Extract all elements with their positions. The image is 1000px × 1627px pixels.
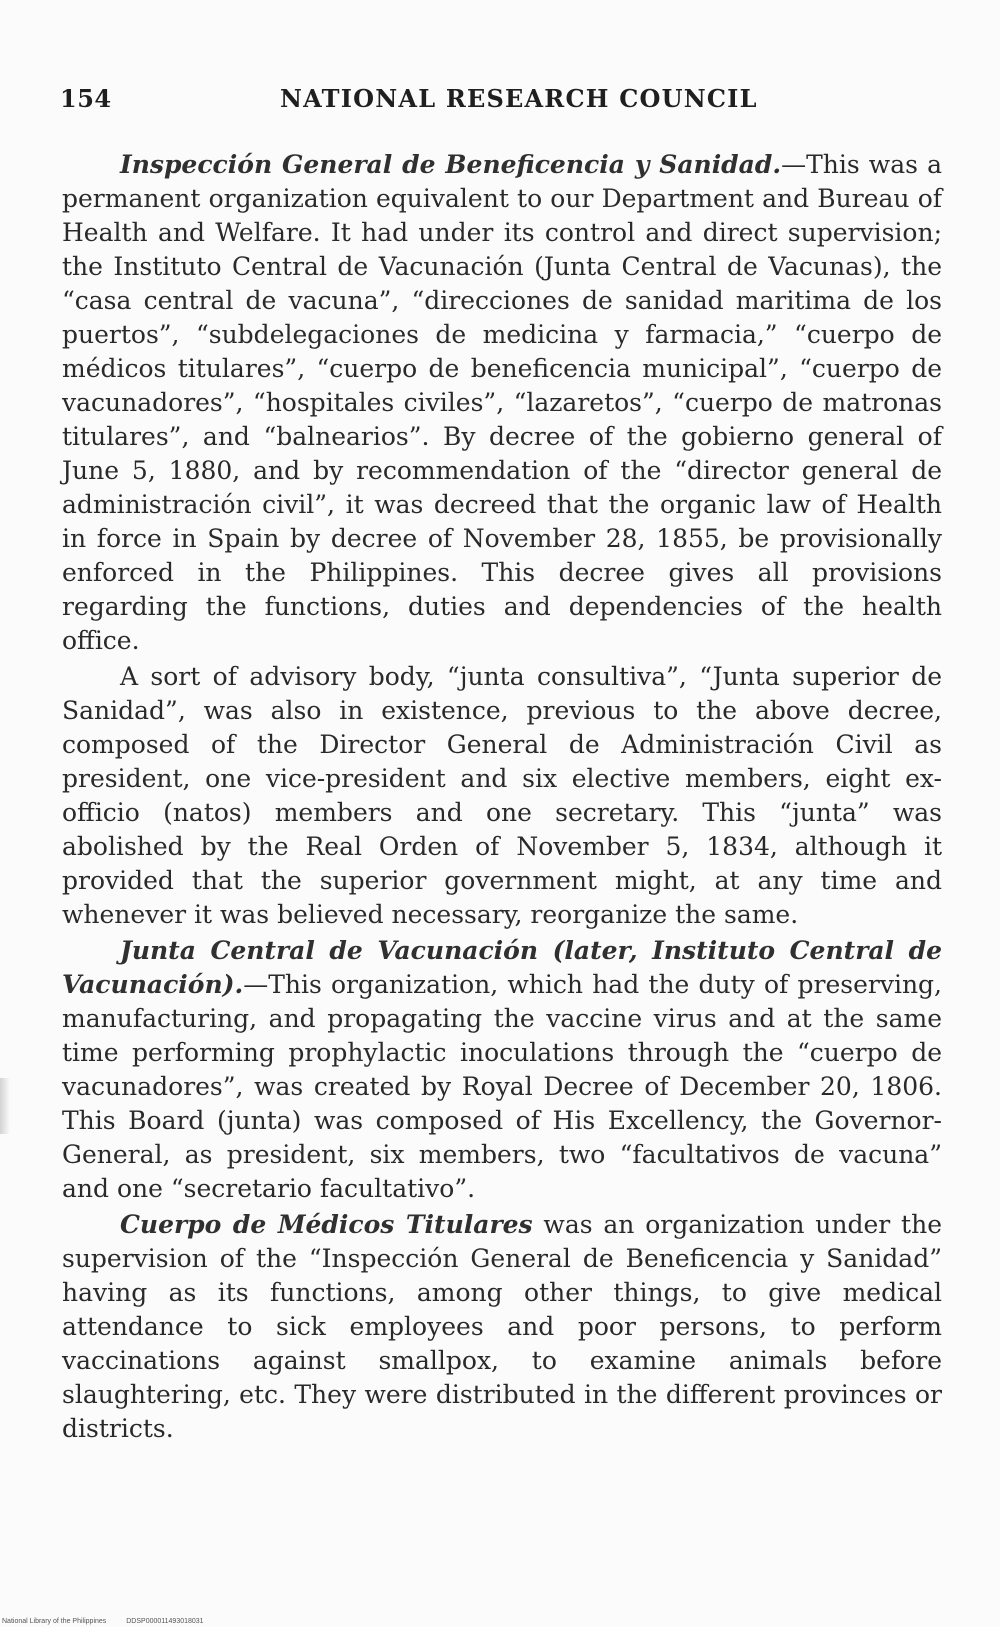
footer-source: National Library of the Philippines [2, 1618, 107, 1625]
footer-identifier: DDSP000011493018031 [126, 1618, 204, 1625]
paragraph-text: A sort of advisory body, “junta consultiva”, “Junta superior de Sanidad”, was also in existence, previous to the above decree, composed of the Director General de Administración Civil as president, one vice-president and six elective members, eight ex-officio (natos) members and one secretary. This “junta” was abolished by the Real Orden of November 5, 1834, although it provided that the superior government might, at any time and whenever it was believed necessary, reorganize the same. [62, 662, 942, 929]
paragraph-junta-central-vacunacion [62, 934, 942, 1206]
paragraph-heading: Junta Central de Vacunación (later, Instituto Central de Vacunación). [62, 936, 942, 999]
running-title: NATIONAL RESEARCH COUNCIL [280, 84, 758, 113]
page-number: 154 [60, 84, 112, 113]
paragraph-cuerpo-medicos-titulares [62, 1208, 942, 1446]
paragraph-text: —This was a permanent organization equivalent to our Department and Bureau of Health and Welfare. It had under its control and direct supervision; the Instituto Central de Vacunación (Junta Central de Vacunas), the “casa central de vacuna”, “direcciones de sanidad maritima de los puertos”, “subdelegaciones de medicina y farmacia,” “cuerpo de médicos titulares”, “cuerpo de beneficencia municipal”, “cuerpo de vacunadores”, “hospitales civiles”, “lazaretos”, “cuerpo de matronas titulares”, and “balnearios”. By decree of the gobierno general of June 5, 1880, and by recommendation of the “director general de administración civil”, it was decreed that the organic law of Health in force in Spain by decree of November 28, 1855, be provisionally enforced in the Philippines. This decree gives all provisions regarding the functions, duties and dependencies of the health office. [62, 150, 942, 655]
paragraph-junta-consultiva [62, 660, 942, 932]
paragraph-heading: Cuerpo de Médicos Titulares [120, 1210, 533, 1239]
scan-footer [2, 1618, 222, 1625]
paragraph-text: was an organization under the supervision of the “Inspección General de Beneficencia y Sanidad” having as its functions, among other things, to give medical attendance to sick employees and poor persons, to perform vaccinations against smallpox, to examine animals before slaughtering, etc. They were distributed in the different provinces or districts. [62, 1210, 942, 1443]
paragraph-text: —This organization, which had the duty of preserving, manufacturing, and propagating the vaccine virus and at the same time performing prophylactic inoculations through the “cuerpo de vacunadores”, was created by Royal Decree of December 20, 1806. This Board (junta) was composed of His Excellency, the Governor-General, as president, six members, two “facultativos de vacuna” and one “secretario facultativo”. [62, 970, 942, 1203]
scan-margin-shadow [0, 1078, 10, 1134]
body-text [62, 148, 942, 1448]
paragraph-inspeccion-general [62, 148, 942, 658]
page-header [60, 80, 940, 116]
paragraph-heading: Inspección General de Beneficencia y Sanidad. [120, 150, 782, 179]
